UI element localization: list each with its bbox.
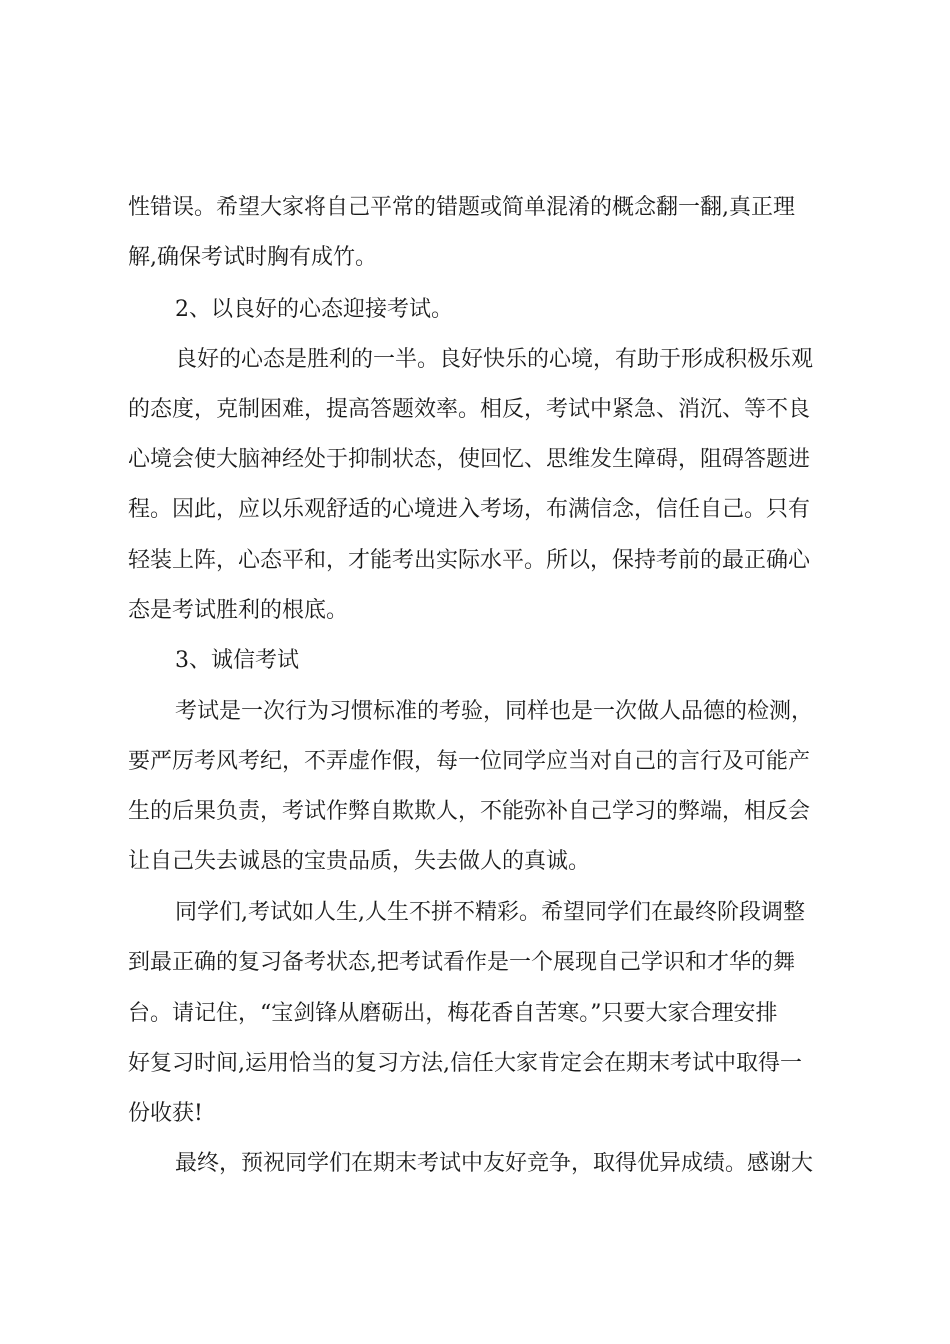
text-line: 心境会使大脑神经处于抑制状态，使回忆、思维发生障碍，阻碍答题进 <box>128 447 811 472</box>
section-heading: 2、以良好的心态迎接考试。 <box>175 297 453 322</box>
text-line: 轻装上阵，心态平和，才能考出实际水平。所以，保持考前的最正确心 <box>128 548 811 573</box>
text-line: 同学们,考试如人生,人生不拼不精彩。希望同学们在最终阶段调整 <box>175 900 805 925</box>
text-line: 生的后果负责，考试作弊自欺欺人，不能弥补自己学习的弊端，相反会 <box>128 799 811 824</box>
text-line: 最终，预祝同学们在期末考试中友好竞争，取得优异成绩。感谢大 <box>175 1151 814 1176</box>
text-line: 态是考试胜利的根底。 <box>128 598 349 623</box>
text-line: 解,确保考试时胸有成竹。 <box>128 245 377 270</box>
text-line: 的态度，克制困难，提高答题效率。相反，考试中紧急、消沉、等不良 <box>128 397 811 422</box>
text-line: 程。因此，应以乐观舒适的心境进入考场，布满信念，信任自己。只有 <box>128 497 811 522</box>
text-line: 性错误。希望大家将自己平常的错题或简单混淆的概念翻一翻,真正理 <box>128 195 795 220</box>
text-line: 份收获! <box>128 1101 203 1126</box>
text-line: 良好的心态是胜利的一半。良好快乐的心境，有助于形成积极乐观 <box>175 347 814 372</box>
text-line: 要严厉考风考纪，不弄虚作假，每一位同学应当对自己的言行及可能产 <box>128 749 811 774</box>
text-line: 好复习时间,运用恰当的复习方法,信任大家肯定会在期末考试中取得一 <box>128 1051 802 1076</box>
text-line: 到最正确的复习备考状态,把考试看作是一个展现自己学识和才华的舞 <box>128 950 795 975</box>
text-line: 台。请记住，“宝剑锋从磨砺出，梅花香自苦寒。”只要大家合理安排 <box>128 1001 778 1026</box>
section-heading: 3、诚信考试 <box>175 648 299 673</box>
text-line: 让自己失去诚恳的宝贵品质，失去做人的真诚。 <box>128 849 591 874</box>
text-line: 考试是一次行为习惯标准的考验，同样也是一次做人品德的检测， <box>175 699 814 724</box>
